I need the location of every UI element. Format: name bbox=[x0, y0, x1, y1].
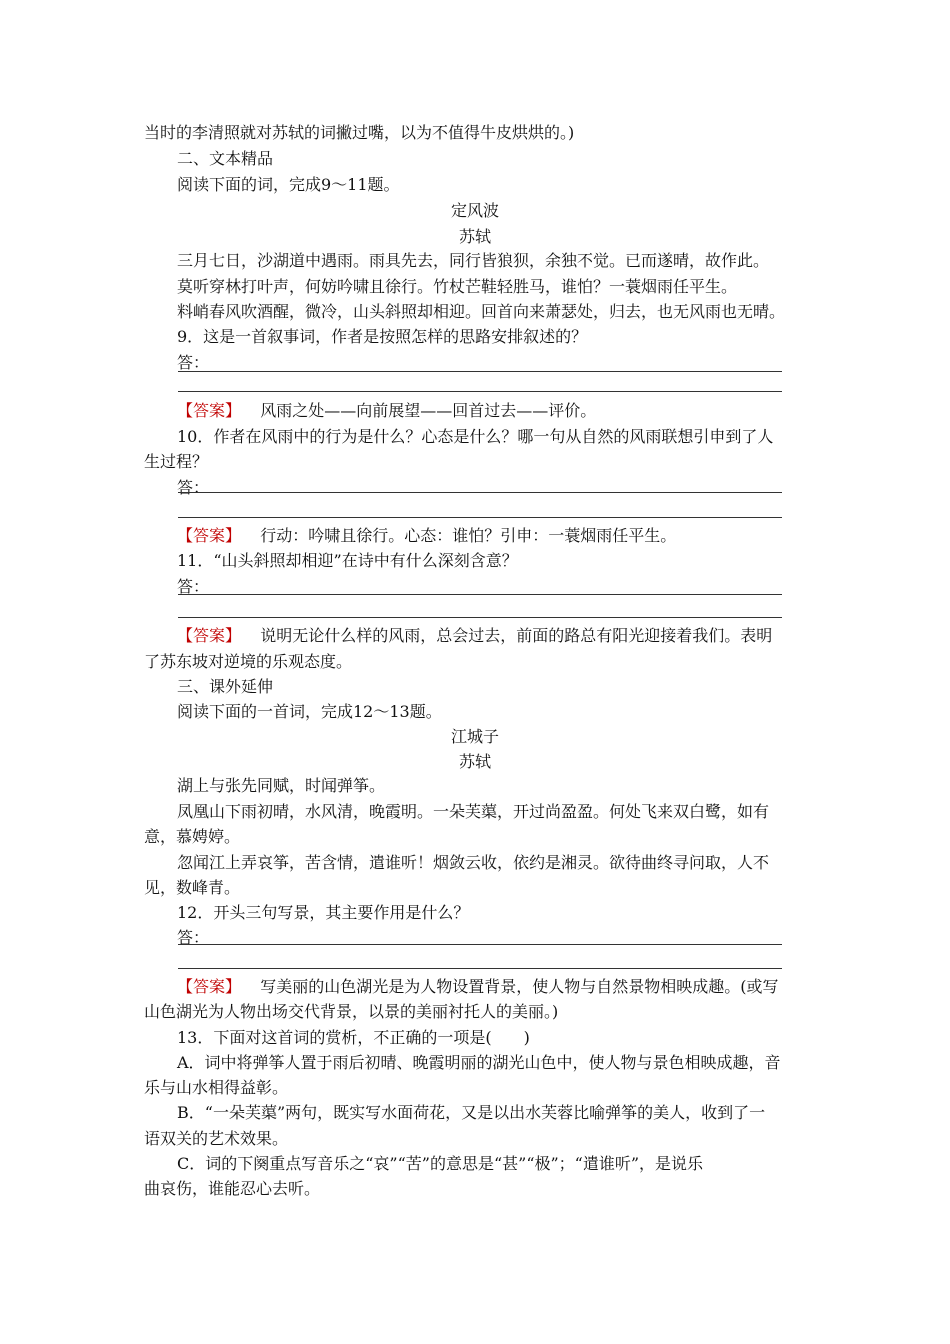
answer-prefix-10: 答： bbox=[177, 478, 210, 497]
question-12: 12．开头三句写景，其主要作用是什么？ bbox=[177, 903, 470, 922]
answer-line bbox=[178, 517, 782, 518]
answer-prefix-11: 答： bbox=[177, 577, 210, 596]
answer-9 bbox=[177, 400, 596, 422]
option-a-line-2: 乐与山水相得益彰。 bbox=[144, 1078, 289, 1097]
answer-prefix-9: 答： bbox=[177, 353, 210, 372]
answer-10-text: 行动：吟啸且徐行。心态：谁怕？引申：一蓑烟雨任平生。 bbox=[260, 526, 677, 545]
answer-12-text: 写美丽的山色湖光是为人物设置背景，使人物与自然景物相映成趣。(或写 bbox=[260, 977, 779, 996]
intro-tail: 当时的李清照就对苏轼的词撇过嘴，以为不值得牛皮烘烘的。) bbox=[144, 123, 575, 142]
answer-12-line-1 bbox=[177, 976, 778, 998]
answer-line bbox=[178, 594, 782, 595]
section-3-heading: 三、课外延伸 bbox=[177, 677, 274, 696]
option-b-line-1: B．“一朵芙蕖”两句，既实写水面荷花，又是以出水芙蓉比喻弹筝的美人，收到了一 bbox=[177, 1103, 766, 1122]
answer-11-line-1 bbox=[177, 625, 772, 647]
answer-tag: 【答案】 bbox=[177, 401, 242, 420]
answer-12-line-2: 山色湖光为人物出场交代背景，以景的美丽衬托人的美丽。) bbox=[144, 1002, 559, 1021]
poem-2-part-1-line-2: 意，慕娉婷。 bbox=[144, 827, 241, 846]
answer-tag: 【答案】 bbox=[177, 526, 242, 545]
answer-line bbox=[178, 492, 782, 493]
option-a-line-1: A．词中将弹筝人置于雨后初晴、晚霞明丽的湖光山色中，使人物与景色相映成趣，音 bbox=[177, 1053, 781, 1072]
poem-1-line-1: 莫听穿林打叶声，何妨吟啸且徐行。竹杖芒鞋轻胜马，谁怕？一蓑烟雨任平生。 bbox=[177, 277, 738, 296]
poem-1-line-2: 料峭春风吹酒醒，微冷，山头斜照却相迎。回首向来萧瑟处，归去，也无风雨也无晴。 bbox=[177, 302, 786, 321]
answer-line bbox=[178, 944, 782, 945]
section-3-instruction: 阅读下面的一首词，完成12～13题。 bbox=[177, 702, 442, 721]
poem-2-title: 江城子 bbox=[450, 727, 499, 746]
answer-line bbox=[178, 617, 782, 618]
answer-9-text: 风雨之处——向前展望——回首过去——评价。 bbox=[260, 401, 597, 420]
poem-2-part-1-line-1: 凤凰山下雨初晴，水风清，晚霞明。一朵芙蕖，开过尚盈盈。何处飞来双白鹭，如有 bbox=[177, 802, 770, 821]
question-13: 13．下面对这首词的赏析，不正确的一项是( ) bbox=[177, 1028, 530, 1047]
answer-line bbox=[178, 968, 782, 969]
poem-2-preface: 湖上与张先同赋，时闻弹筝。 bbox=[177, 776, 386, 795]
answer-tag: 【答案】 bbox=[177, 626, 242, 645]
poem-2-part-2-line-1: 忽闻江上弄哀筝，苦含情，遣谁听！烟敛云收，依约是湘灵。欲待曲终寻问取，人不 bbox=[177, 853, 770, 872]
answer-10 bbox=[177, 525, 676, 547]
poem-1-preface: 三月七日，沙湖道中遇雨。雨具先去，同行皆狼狈，余独不觉。已而遂晴，故作此。 bbox=[177, 251, 770, 270]
poem-1-author: 苏轼 bbox=[458, 227, 491, 246]
option-c-line-2: 曲哀伤，谁能忍心去听。 bbox=[144, 1179, 321, 1198]
answer-line bbox=[178, 391, 782, 392]
poem-2-author: 苏轼 bbox=[458, 752, 491, 771]
answer-prefix-12: 答： bbox=[177, 928, 210, 947]
option-c-line-1: C．词的下阕重点写音乐之“哀”“苦”的意思是“甚”“极”；“遣谁听”，是说乐 bbox=[177, 1154, 704, 1173]
poem-2-part-2-line-2: 见，数峰青。 bbox=[144, 878, 241, 897]
poem-1-title: 定风波 bbox=[450, 201, 499, 220]
section-2-heading: 二、文本精品 bbox=[177, 149, 274, 168]
question-9: 9．这是一首叙事词，作者是按照怎样的思路安排叙述的？ bbox=[177, 327, 588, 346]
question-11: 11．“山头斜照却相迎”在诗中有什么深刻含意？ bbox=[177, 551, 518, 570]
answer-tag: 【答案】 bbox=[177, 977, 242, 996]
question-10-line-1: 10．作者在风雨中的行为是什么？心态是什么？哪一句从自然的风雨联想引申到了人 bbox=[177, 427, 774, 446]
option-b-line-2: 语双关的艺术效果。 bbox=[144, 1129, 289, 1148]
answer-11-line-2: 了苏东坡对逆境的乐观态度。 bbox=[144, 652, 353, 671]
question-10-line-2: 生过程？ bbox=[144, 452, 209, 471]
answer-line bbox=[178, 371, 782, 372]
section-2-instruction: 阅读下面的词，完成9～11题。 bbox=[177, 175, 400, 194]
answer-11-text: 说明无论什么样的风雨，总会过去，前面的路总有阳光迎接着我们。表明 bbox=[260, 626, 773, 645]
